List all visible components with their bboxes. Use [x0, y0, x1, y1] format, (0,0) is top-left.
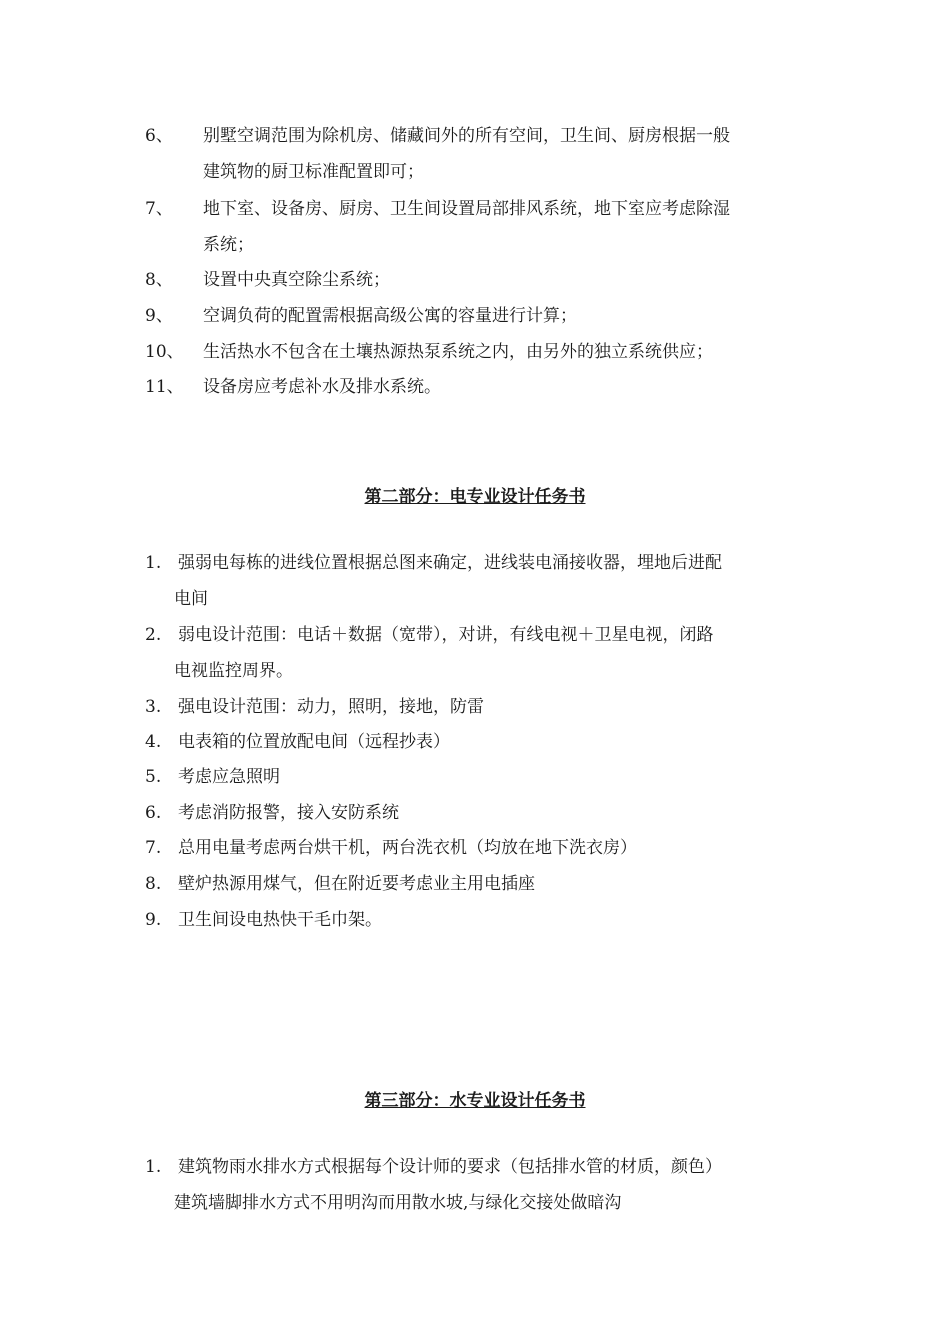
item-number: 7、: [145, 199, 173, 219]
item-number: 1.: [145, 1157, 162, 1177]
item-number: 6.: [145, 803, 162, 823]
item-text-continued: 电视监控周界。: [174, 661, 293, 681]
item-text: 壁炉热源用煤气，但在附近要考虑业主用电插座: [178, 874, 535, 894]
item-number: 11、: [145, 377, 184, 397]
item-text-continued: 系统；: [203, 235, 254, 255]
item-number: 10、: [145, 342, 184, 362]
item-number: 2.: [145, 625, 162, 645]
item-number: 4.: [145, 732, 162, 752]
item-number: 9、: [145, 306, 173, 326]
item-text: 总用电量考虑两台烘干机，两台洗衣机（均放在地下洗衣房）: [178, 838, 637, 858]
section-heading-electrical: 第二部分：电专业设计任务书: [364, 487, 586, 507]
item-text-continued: 建筑墙脚排水方式不用明沟而用散水坡,与绿化交接处做暗沟: [174, 1193, 622, 1213]
item-text: 卫生间设电热快干毛巾架。: [178, 910, 382, 930]
item-text-continued: 电间: [174, 589, 208, 609]
item-text: 弱电设计范围：电话＋数据（宽带），对讲，有线电视＋卫星电视，闭路: [178, 625, 714, 645]
item-text: 别墅空调范围为除机房、储藏间外的所有空间，卫生间、厨房根据一般: [203, 126, 730, 146]
item-text: 设备房应考虑补水及排水系统。: [203, 377, 441, 397]
item-text-continued: 建筑物的厨卫标准配置即可；: [203, 162, 424, 182]
item-text: 强电设计范围：动力，照明，接地，防雷: [178, 697, 484, 717]
item-number: 6、: [145, 126, 173, 146]
item-text: 地下室、设备房、厨房、卫生间设置局部排风系统，地下室应考虑除湿: [203, 199, 730, 219]
item-text: 考虑应急照明: [178, 767, 280, 787]
item-number: 8、: [145, 270, 173, 290]
item-text: 建筑物雨水排水方式根据每个设计师的要求（包括排水管的材质，颜色）: [178, 1157, 722, 1177]
item-number: 1.: [145, 553, 162, 573]
item-number: 7.: [145, 838, 162, 858]
item-text: 考虑消防报警，接入安防系统: [178, 803, 399, 823]
item-text: 强弱电每栋的进线位置根据总图来确定，进线装电涌接收器，埋地后进配: [178, 553, 722, 573]
item-text: 设置中央真空除尘系统；: [203, 270, 390, 290]
section-heading-plumbing: 第三部分：水专业设计任务书: [364, 1091, 586, 1111]
item-number: 3.: [145, 697, 162, 717]
item-text: 生活热水不包含在土壤热源热泵系统之内，由另外的独立系统供应；: [203, 342, 713, 362]
item-number: 8.: [145, 874, 162, 894]
item-text: 电表箱的位置放配电间（远程抄表）: [178, 732, 450, 752]
item-number: 9.: [145, 910, 162, 930]
item-number: 5.: [145, 767, 162, 787]
item-text: 空调负荷的配置需根据高级公寓的容量进行计算；: [203, 306, 577, 326]
